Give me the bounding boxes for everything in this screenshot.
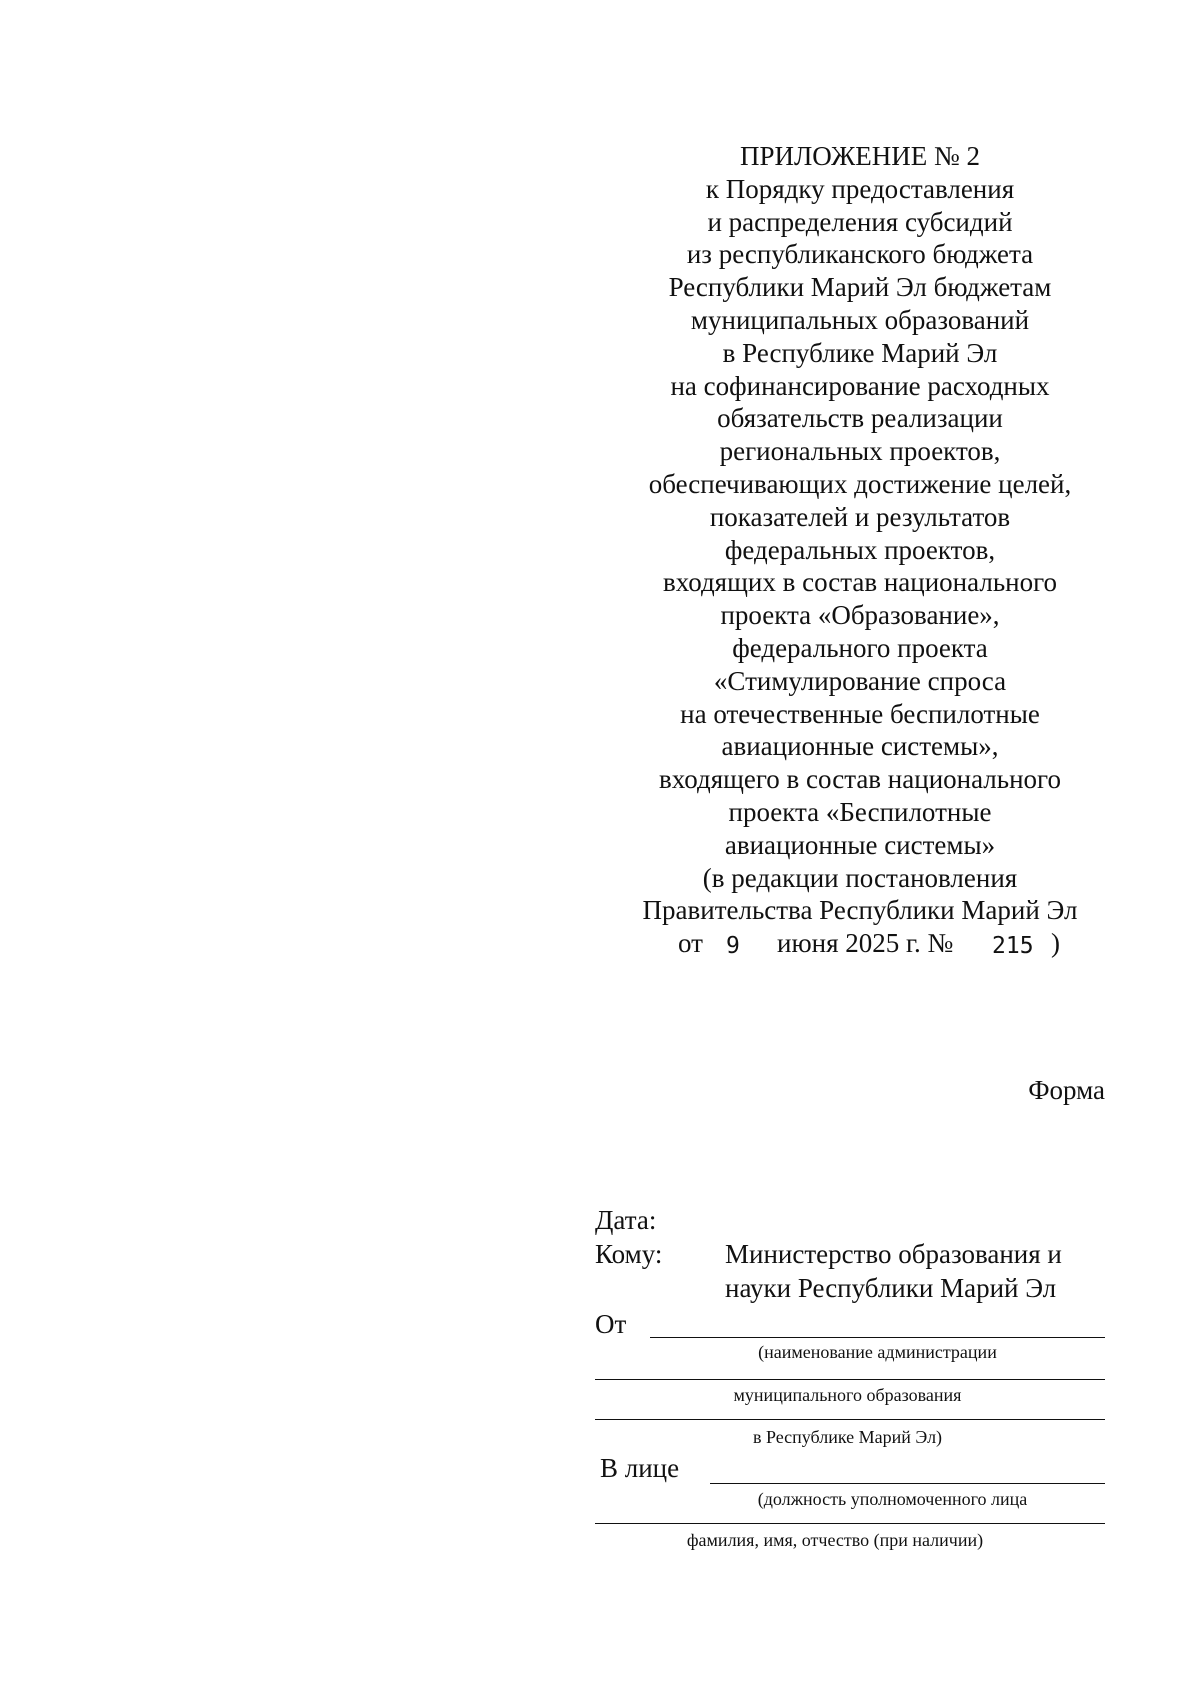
appendix-line: федеральных проектов,: [724, 534, 996, 565]
appendix-line: авиационные системы»: [724, 829, 996, 860]
appendix-line: входящих в состав национального: [663, 567, 1057, 598]
appendix-line: федерального проекта: [732, 632, 988, 663]
to-label: Кому:: [595, 1239, 663, 1269]
form-label: Форма: [1028, 1075, 1105, 1105]
resolution-number: 215: [992, 933, 1034, 960]
appendix-line: и распределения субсидий: [707, 206, 1013, 237]
field-caption: (должность уполномоченного лица: [757, 1489, 1028, 1509]
appendix-line: (в редакции постановления: [702, 862, 1018, 893]
from-field-line[interactable]: [595, 1419, 1105, 1420]
appendix-line: «Стимулирование спроса: [713, 665, 1007, 696]
recipient-line2: науки Республики Марий Эл: [725, 1273, 1057, 1303]
appendix-line: Правительства Республики Марий Эл: [642, 895, 1078, 926]
appendix-line: муниципальных образований: [690, 304, 1030, 335]
from-field-line[interactable]: [650, 1337, 1105, 1338]
appendix-header: [615, 140, 1105, 960]
date-label: Дата:: [595, 1205, 657, 1235]
appendix-line: проекта «Беспилотные: [728, 796, 992, 827]
appendix-line: Республики Марий Эл бюджетам: [668, 272, 1052, 303]
appendix-line: обязательств реализации: [717, 403, 1003, 434]
person-label: В лице: [600, 1453, 680, 1483]
date-month-year: июня 2025 г. №: [777, 928, 954, 959]
appendix-line: обеспечивающих достижение целей,: [648, 468, 1072, 499]
appendix-line: в Республике Марий Эл: [722, 337, 998, 368]
date-close-paren: ): [1051, 928, 1060, 959]
appendix-line: показателей и результатов: [709, 501, 1011, 532]
resolution-date-line: [615, 927, 1105, 960]
appendix-line: проекта «Образование»,: [720, 600, 1000, 631]
field-caption: (наименование администрации: [758, 1342, 997, 1362]
appendix-line: авиационные системы»,: [721, 731, 999, 762]
from-label: От: [595, 1309, 627, 1339]
appendix-line: на софинансирование расходных: [670, 370, 1050, 401]
recipient-line1: Министерство образования и: [725, 1239, 1062, 1269]
date-prefix: от: [678, 928, 703, 959]
field-caption: муниципального образования: [733, 1385, 962, 1405]
date-day: 9: [726, 933, 740, 960]
person-field-line[interactable]: [595, 1523, 1105, 1524]
appendix-line: входящего в состав национального: [659, 764, 1061, 795]
appendix-line: ПРИЛОЖЕНИЕ № 2: [739, 141, 981, 171]
appendix-line: к Порядку предоставления: [705, 173, 1015, 204]
appendix-line: на отечественные беспилотные: [680, 698, 1040, 729]
field-caption: в Республике Марий Эл): [752, 1427, 943, 1447]
appendix-line: региональных проектов,: [719, 436, 1001, 467]
from-field-line[interactable]: [595, 1379, 1105, 1380]
appendix-line: из республиканского бюджета: [686, 239, 1034, 270]
field-caption: фамилия, имя, отчество (при наличии): [686, 1530, 984, 1550]
person-field-line[interactable]: [710, 1483, 1105, 1484]
